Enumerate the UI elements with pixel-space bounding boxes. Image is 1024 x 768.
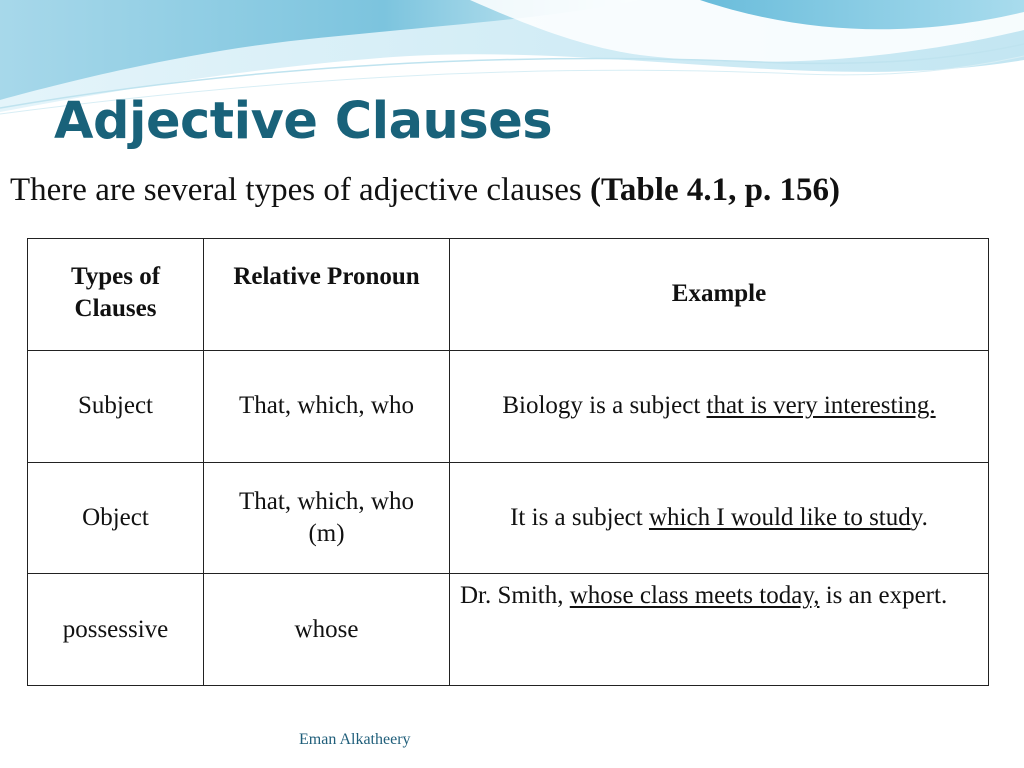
example-text: Dr. Smith, [460,582,570,610]
example-underlined-clause: that is very interesting. [706,392,936,420]
relative-pronoun-cell: whose [204,574,450,686]
example-cell [450,574,989,686]
table-header-row [28,239,989,351]
example-cell [450,462,989,574]
example-text-end: is an expert. [819,582,948,610]
footer-author: Eman Alkatheery [299,731,411,748]
slide-subtitle [10,172,840,209]
relative-pronoun-cell: That, which, who [204,350,450,462]
subtitle-paren-close: ) [828,172,840,208]
clauses-table-container [27,238,988,685]
clause-type-cell: Object [28,462,204,574]
subtitle-paren-open: ( [589,172,601,208]
example-underlined-clause: whose class meets today, [569,582,820,610]
subtitle-reference: Table 4.1, p. 156 [600,172,829,208]
header-relative-pronoun: Relative Pronoun [204,239,450,351]
example-text: Biology is a subject [502,392,707,420]
clause-type-cell: Subject [28,350,204,462]
table-row [28,574,989,686]
example-text: It is a subject [510,503,649,531]
clause-type-cell: possessive [28,574,204,686]
table-row [28,350,989,462]
relative-pronoun-cell: That, which, who (m) [204,462,450,574]
example-text-end: y. [910,503,928,531]
subtitle-text: There are several types of adjective clauses [10,172,582,208]
clauses-table [27,238,989,686]
header-types-of-clauses: Types of Clauses [28,239,204,351]
table-row [28,462,989,574]
header-example: Example [450,239,989,351]
example-cell [450,350,989,462]
example-underlined-clause: which I would like to stud [648,503,911,531]
slide-title: Adjective Clauses [54,92,553,151]
